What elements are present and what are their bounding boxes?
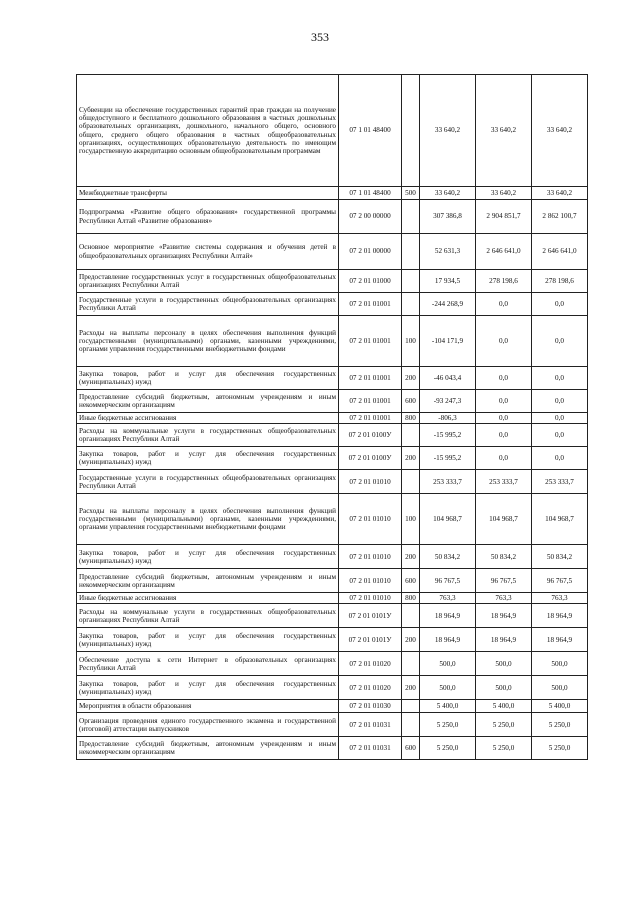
row-value-1: 500,0	[420, 652, 476, 676]
row-value-1: -93 247,3	[420, 390, 476, 413]
table-row	[77, 604, 588, 628]
row-value-3: 0,0	[532, 447, 588, 470]
row-value-3: 33 640,2	[532, 187, 588, 200]
row-value-2: 500,0	[476, 676, 532, 700]
row-type: 200	[402, 628, 420, 652]
row-type: 200	[402, 447, 420, 470]
row-code: 07 2 01 01020	[339, 652, 402, 676]
row-value-2: 2 904 851,7	[476, 200, 532, 234]
row-value-3: 0,0	[532, 424, 588, 447]
table-row	[77, 200, 588, 234]
row-value-3: 5 250,0	[532, 737, 588, 760]
row-value-3: 18 964,9	[532, 604, 588, 628]
table-row	[77, 470, 588, 494]
row-value-3: 5 250,0	[532, 713, 588, 737]
row-value-3: 0,0	[532, 367, 588, 390]
row-value-1: 104 968,7	[420, 494, 476, 545]
row-code: 07 2 01 01001	[339, 413, 402, 424]
row-value-1: 18 964,9	[420, 628, 476, 652]
row-value-3: 0,0	[532, 293, 588, 316]
table-row	[77, 737, 588, 760]
row-value-1: 5 400,0	[420, 700, 476, 713]
row-value-1: 763,3	[420, 593, 476, 604]
row-value-1: -244 268,9	[420, 293, 476, 316]
row-type	[402, 75, 420, 187]
row-code: 07 2 01 01031	[339, 737, 402, 760]
row-value-2: 763,3	[476, 593, 532, 604]
row-type: 600	[402, 390, 420, 413]
row-value-1: 33 640,2	[420, 75, 476, 187]
row-code: 07 2 01 01000	[339, 270, 402, 293]
table-row	[77, 652, 588, 676]
table-row	[77, 593, 588, 604]
row-type	[402, 270, 420, 293]
row-type: 800	[402, 593, 420, 604]
row-value-3: 0,0	[532, 316, 588, 367]
row-value-3: 2 862 100,7	[532, 200, 588, 234]
table-row	[77, 569, 588, 593]
row-name: Субвенции на обеспечение государственных гарантий прав граждан на получение общедоступного и бесплатного дошкольного образования в частных дошкольных образовательных организациях, дошкольного, начального общего, основного общего, среднего общего образования в частных общеобразовательных организациях, осуществляющих образовательную деятельность по имеющим государственную аккредитацию основным общеобразовательным программам	[77, 75, 339, 187]
row-value-1: 307 386,8	[420, 200, 476, 234]
row-type	[402, 604, 420, 628]
table-row	[77, 447, 588, 470]
row-value-2: 0,0	[476, 424, 532, 447]
row-type	[402, 200, 420, 234]
row-name: Мероприятия в области образования	[77, 700, 339, 713]
row-value-1: 17 934,5	[420, 270, 476, 293]
row-name: Предоставление субсидий бюджетным, автономным учреждениям и иным некоммерческим организациям	[77, 737, 339, 760]
row-value-1: 18 964,9	[420, 604, 476, 628]
row-value-3: 5 400,0	[532, 700, 588, 713]
row-value-3: 104 968,7	[532, 494, 588, 545]
row-value-2: 50 834,2	[476, 545, 532, 569]
row-name: Предоставление государственных услуг в государственных общеобразовательных организациях Республики Алтай	[77, 270, 339, 293]
table-row	[77, 700, 588, 713]
row-type: 800	[402, 413, 420, 424]
row-value-2: 96 767,5	[476, 569, 532, 593]
row-name: Обеспечение доступа к сети Интернет в образовательных организациях Республики Алтай	[77, 652, 339, 676]
row-code: 07 2 01 0101У	[339, 628, 402, 652]
row-code: 07 2 01 01020	[339, 676, 402, 700]
row-code: 07 2 01 0100У	[339, 447, 402, 470]
row-code: 07 2 01 01010	[339, 494, 402, 545]
row-name: Иные бюджетные ассигнования	[77, 593, 339, 604]
table-row	[77, 316, 588, 367]
row-code: 07 2 01 01001	[339, 390, 402, 413]
row-name: Закупка товаров, работ и услуг для обеспечения государственных (муниципальных) нужд	[77, 447, 339, 470]
row-type	[402, 713, 420, 737]
row-value-2: 278 198,6	[476, 270, 532, 293]
row-type: 600	[402, 737, 420, 760]
budget-table-body	[77, 75, 588, 760]
row-code: 07 2 01 01010	[339, 593, 402, 604]
row-type: 100	[402, 316, 420, 367]
table-row	[77, 187, 588, 200]
row-name: Закупка товаров, работ и услуг для обеспечения государственных (муниципальных) нужд	[77, 367, 339, 390]
row-value-2: 33 640,2	[476, 187, 532, 200]
row-value-1: -46 043,4	[420, 367, 476, 390]
row-value-2: 0,0	[476, 413, 532, 424]
row-type: 600	[402, 569, 420, 593]
row-code: 07 2 01 01010	[339, 569, 402, 593]
row-value-1: -15 995,2	[420, 424, 476, 447]
table-row	[77, 424, 588, 447]
row-value-2: 0,0	[476, 367, 532, 390]
table-row	[77, 75, 588, 187]
row-name: Государственные услуги в государственных общеобразовательных организациях Республики Алтай	[77, 293, 339, 316]
row-value-2: 33 640,2	[476, 75, 532, 187]
row-value-2: 2 646 641,0	[476, 234, 532, 270]
row-name: Государственные услуги в государственных общеобразовательных организациях Республики Алтай	[77, 470, 339, 494]
row-value-3: 50 834,2	[532, 545, 588, 569]
row-name: Расходы на коммунальные услуги в государственных общеобразовательных организациях Республики Алтай	[77, 604, 339, 628]
row-name: Иные бюджетные ассигнования	[77, 413, 339, 424]
table-row	[77, 494, 588, 545]
row-value-3: 18 964,9	[532, 628, 588, 652]
row-value-3: 96 767,5	[532, 569, 588, 593]
table-row	[77, 628, 588, 652]
row-name: Организация проведения единого государственного экзамена и государственной (итоговой) аттестации выпускников	[77, 713, 339, 737]
row-type	[402, 652, 420, 676]
row-code: 07 2 01 01030	[339, 700, 402, 713]
row-value-2: 0,0	[476, 293, 532, 316]
row-value-3: 253 333,7	[532, 470, 588, 494]
row-value-1: 500,0	[420, 676, 476, 700]
row-name: Межбюджетные трансферты	[77, 187, 339, 200]
row-code: 07 1 01 48400	[339, 187, 402, 200]
row-value-1: 253 333,7	[420, 470, 476, 494]
row-value-1: 5 250,0	[420, 713, 476, 737]
row-name: Основное мероприятие «Развитие системы содержания и обучения детей в общеобразовательных организациях Республики Алтай»	[77, 234, 339, 270]
row-value-1: 5 250,0	[420, 737, 476, 760]
row-value-1: 52 631,3	[420, 234, 476, 270]
row-code: 07 2 00 00000	[339, 200, 402, 234]
row-value-2: 253 333,7	[476, 470, 532, 494]
row-value-1: -15 995,2	[420, 447, 476, 470]
table-row	[77, 234, 588, 270]
row-name: Предоставление субсидий бюджетным, автономным учреждениям и иным некоммерческим организациям	[77, 390, 339, 413]
row-name: Закупка товаров, работ и услуг для обеспечения государственных (муниципальных) нужд	[77, 676, 339, 700]
table-row	[77, 676, 588, 700]
row-value-1: 96 767,5	[420, 569, 476, 593]
row-type: 200	[402, 545, 420, 569]
row-value-2: 5 400,0	[476, 700, 532, 713]
row-name: Закупка товаров, работ и услуг для обеспечения государственных (муниципальных) нужд	[77, 628, 339, 652]
row-type	[402, 293, 420, 316]
row-value-2: 18 964,9	[476, 604, 532, 628]
row-value-3: 0,0	[532, 390, 588, 413]
row-value-1: 50 834,2	[420, 545, 476, 569]
row-value-1: -806,3	[420, 413, 476, 424]
row-value-3: 278 198,6	[532, 270, 588, 293]
page-number: 353	[311, 30, 329, 44]
table-row	[77, 270, 588, 293]
row-code: 07 2 01 01001	[339, 316, 402, 367]
row-type	[402, 700, 420, 713]
table-row	[77, 367, 588, 390]
row-value-3: 500,0	[532, 652, 588, 676]
row-value-1: -104 171,9	[420, 316, 476, 367]
row-code: 07 2 01 0100У	[339, 424, 402, 447]
row-value-3: 763,3	[532, 593, 588, 604]
row-value-1: 33 640,2	[420, 187, 476, 200]
row-value-2: 0,0	[476, 390, 532, 413]
row-code: 07 2 01 01010	[339, 470, 402, 494]
row-value-2: 0,0	[476, 447, 532, 470]
table-row	[77, 545, 588, 569]
row-code: 07 1 01 48400	[339, 75, 402, 187]
row-type: 200	[402, 676, 420, 700]
row-type	[402, 470, 420, 494]
table-row	[77, 713, 588, 737]
table-row	[77, 413, 588, 424]
row-name: Расходы на выплаты персоналу в целях обеспечения выполнения функций государственными (муниципальными) органами, казенными учреждениями, органами управления государственными внебюджетными фондами	[77, 316, 339, 367]
row-value-3: 2 646 641,0	[532, 234, 588, 270]
row-code: 07 2 01 0101У	[339, 604, 402, 628]
row-name: Закупка товаров, работ и услуг для обеспечения государственных (муниципальных) нужд	[77, 545, 339, 569]
row-code: 07 2 01 01010	[339, 545, 402, 569]
row-type: 500	[402, 187, 420, 200]
row-type: 200	[402, 367, 420, 390]
row-type: 100	[402, 494, 420, 545]
row-code: 07 2 01 01001	[339, 293, 402, 316]
row-name: Расходы на коммунальные услуги в государственных общеобразовательных организациях Республики Алтай	[77, 424, 339, 447]
table-row	[77, 293, 588, 316]
row-code: 07 2 01 01001	[339, 367, 402, 390]
row-type	[402, 424, 420, 447]
row-value-2: 500,0	[476, 652, 532, 676]
row-type	[402, 234, 420, 270]
row-value-2: 104 968,7	[476, 494, 532, 545]
row-name: Расходы на выплаты персоналу в целях обеспечения выполнения функций государственными (муниципальными) органами, казенными учреждениями, органами управления государственными внебюджетными фондами	[77, 494, 339, 545]
table-row	[77, 390, 588, 413]
row-value-2: 5 250,0	[476, 737, 532, 760]
row-value-2: 18 964,9	[476, 628, 532, 652]
row-value-3: 33 640,2	[532, 75, 588, 187]
budget-table	[76, 74, 588, 760]
row-value-3: 0,0	[532, 413, 588, 424]
row-value-2: 0,0	[476, 316, 532, 367]
row-value-2: 5 250,0	[476, 713, 532, 737]
row-code: 07 2 01 00000	[339, 234, 402, 270]
row-value-3: 500,0	[532, 676, 588, 700]
row-code: 07 2 01 01031	[339, 713, 402, 737]
row-name: Подпрограмма «Развитие общего образования» государственной программы Республики Алтай «Развитие образования»	[77, 200, 339, 234]
row-name: Предоставление субсидий бюджетным, автономным учреждениям и иным некоммерческим организациям	[77, 569, 339, 593]
